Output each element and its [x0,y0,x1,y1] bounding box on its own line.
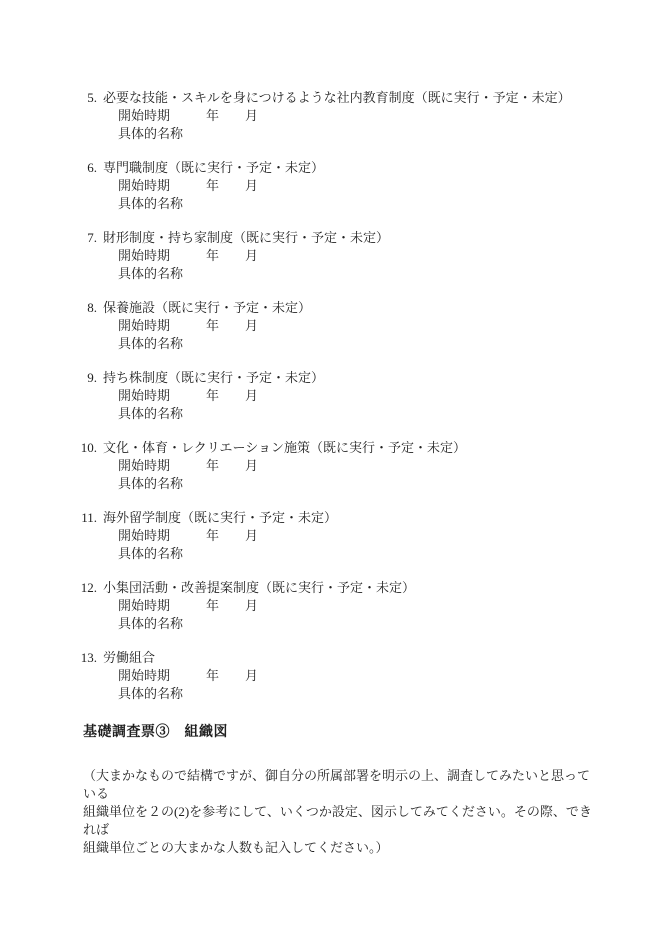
month-label: 月 [245,458,259,473]
year-label: 年 [206,598,220,613]
specific-name-row [80,545,600,563]
start-time-row [80,457,600,475]
item-title: 文化・体育・レクリエーション施策（既に実行・予定・未定） [103,440,466,455]
item-number: 12. [80,580,97,595]
survey-item-9 [80,369,600,423]
specific-name-label: 具体的名称 [118,546,184,561]
month-label: 月 [245,528,259,543]
item-number: 13. [80,650,97,665]
start-time-row [80,667,600,685]
specific-name-label: 具体的名称 [118,406,184,421]
item-title-line [80,509,600,527]
item-title: 専門職制度（既に実行・予定・未定） [103,160,325,175]
specific-name-label: 具体的名称 [118,126,184,141]
month-label: 月 [245,178,259,193]
survey-item-7 [80,229,600,283]
month-label: 月 [245,598,259,613]
item-title-line [80,89,600,107]
specific-name-row [80,405,600,423]
item-title: 持ち株制度（既に実行・予定・未定） [103,370,325,385]
survey-item-6 [80,159,600,213]
item-title-line [80,579,600,597]
item-title-line [80,369,600,387]
month-label: 月 [245,318,259,333]
month-label: 月 [245,388,259,403]
instructions-line-3: 組織単位ごとの大まかな人数も記入してください。） [83,840,389,855]
year-label: 年 [206,318,220,333]
item-title-line [80,439,600,457]
item-title-line [80,649,600,667]
section-heading: 基礎調査票③ 組織図 [83,725,228,740]
item-number: 8. [87,300,97,315]
item-number: 6. [87,160,97,175]
start-time-row [80,177,600,195]
item-title-line [80,229,600,247]
instructions-line-1: （大まかなもので結構ですが、御自分の所属部署を明示の上、調査してみたいと思っている [83,768,591,801]
item-title: 小集団活動・改善提案制度（既に実行・予定・未定） [103,580,416,595]
start-time-label: 開始時期 [118,458,171,473]
survey-item-12 [80,579,600,633]
year-label: 年 [206,458,220,473]
year-label: 年 [206,178,220,193]
year-label: 年 [206,248,220,263]
item-title: 財形制度・持ち家制度（既に実行・予定・未定） [103,230,390,245]
start-time-label: 開始時期 [118,668,171,683]
year-label: 年 [206,388,220,403]
item-number: 7. [87,230,97,245]
specific-name-label: 具体的名称 [118,336,184,351]
specific-name-row [80,475,600,493]
specific-name-label: 具体的名称 [118,616,184,631]
specific-name-label: 具体的名称 [118,686,184,701]
specific-name-row [80,195,600,213]
instructions-line-2: 組織単位を２の(2)を参考にして、いくつか設定、図示してみてください。その際、できれば [83,804,592,837]
specific-name-row [80,265,600,283]
specific-name-label: 具体的名称 [118,476,184,491]
section-instructions [83,767,600,857]
year-label: 年 [206,108,220,123]
item-title-line [80,159,600,177]
specific-name-row [80,335,600,353]
item-title: 保養施設（既に実行・予定・未定） [103,300,312,315]
specific-name-label: 具体的名称 [118,266,184,281]
survey-item-10 [80,439,600,493]
start-time-row [80,107,600,125]
start-time-label: 開始時期 [118,178,171,193]
start-time-label: 開始時期 [118,108,171,123]
item-title-line [80,299,600,317]
start-time-label: 開始時期 [118,388,171,403]
survey-item-5 [80,89,600,143]
year-label: 年 [206,528,220,543]
item-number: 10. [80,440,97,455]
specific-name-row [80,685,600,703]
start-time-row [80,597,600,615]
item-number: 9. [87,370,97,385]
start-time-row [80,387,600,405]
survey-item-13 [80,649,600,703]
item-number: 5. [87,90,97,105]
start-time-row [80,527,600,545]
specific-name-label: 具体的名称 [118,196,184,211]
item-number: 11. [81,510,97,525]
month-label: 月 [245,668,259,683]
start-time-label: 開始時期 [118,248,171,263]
month-label: 月 [245,108,259,123]
start-time-label: 開始時期 [118,528,171,543]
specific-name-row [80,615,600,633]
survey-item-8 [80,299,600,353]
specific-name-row [80,125,600,143]
start-time-row [80,247,600,265]
start-time-label: 開始時期 [118,318,171,333]
survey-item-11 [80,509,600,563]
item-title: 海外留学制度（既に実行・予定・未定） [103,510,338,525]
item-title: 労働組合 [103,650,156,665]
month-label: 月 [245,248,259,263]
start-time-row [80,317,600,335]
item-title: 必要な技能・スキルを身につけるような社内教育制度（既に実行・予定・未定） [103,90,571,105]
start-time-label: 開始時期 [118,598,171,613]
year-label: 年 [206,668,220,683]
document-content [80,89,600,857]
